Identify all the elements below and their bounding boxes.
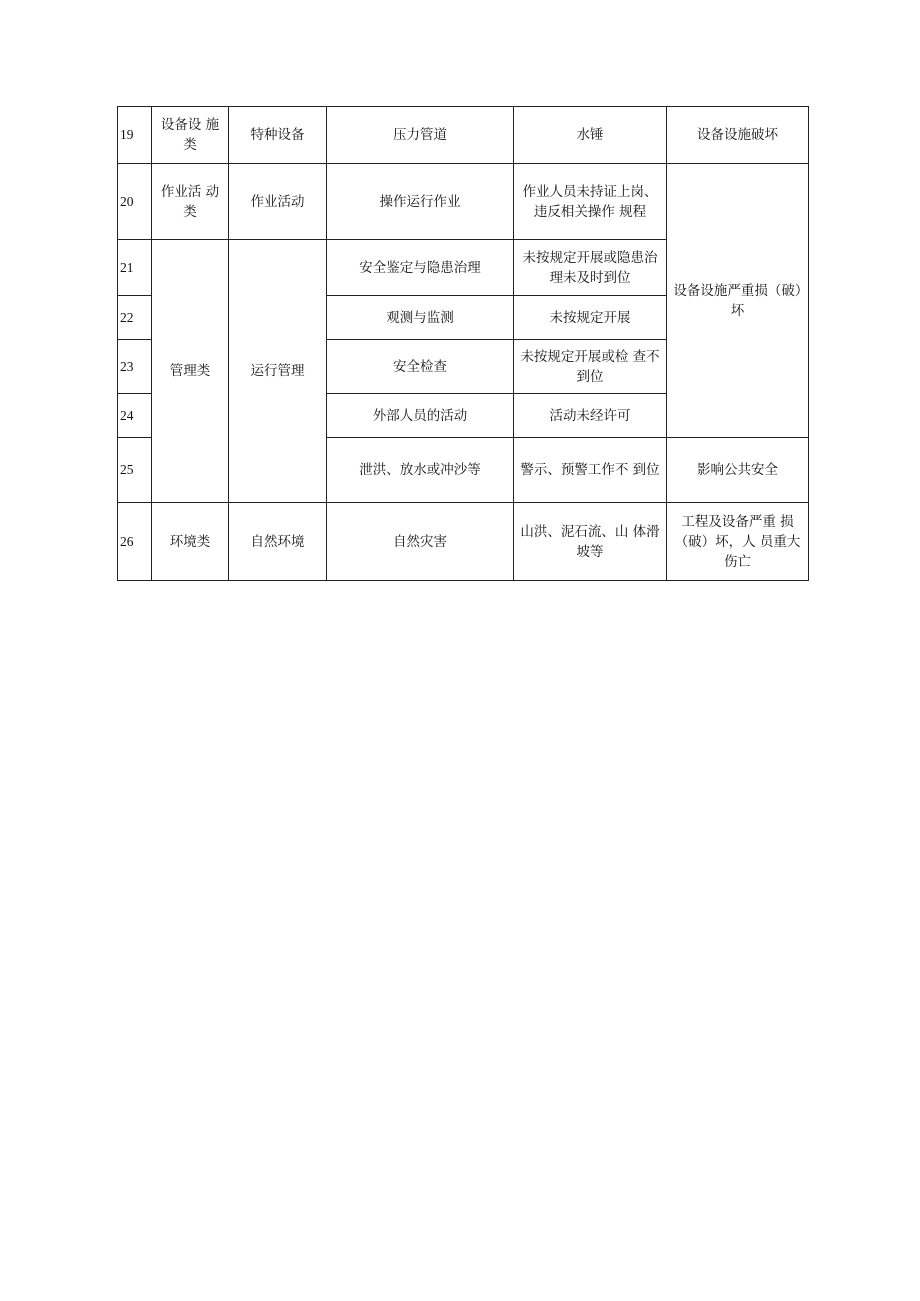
- row-number: 19: [118, 107, 152, 164]
- category-cell: 环境类: [152, 503, 229, 581]
- category-cell: 设备设 施类: [152, 107, 229, 164]
- result-cell: 影响公共安全: [667, 438, 809, 503]
- row-number: 23: [118, 340, 152, 394]
- subcategory-cell: 自然环境: [229, 503, 327, 581]
- row-number: 24: [118, 394, 152, 438]
- hazard-cell: 未按规定开展: [514, 296, 667, 340]
- activity-cell: 安全检查: [327, 340, 514, 394]
- hazard-cell: 未按规定开展或隐患治理未及时到位: [514, 240, 667, 296]
- hazard-cell: 山洪、泥石流、山 体滑坡等: [514, 503, 667, 581]
- activity-cell: 自然灾害: [327, 503, 514, 581]
- activity-cell: 观测与监测: [327, 296, 514, 340]
- activity-cell: 安全鉴定与隐患治理: [327, 240, 514, 296]
- category-cell: 作业活 动类: [152, 164, 229, 240]
- activity-cell: 外部人员的活动: [327, 394, 514, 438]
- result-cell: 工程及设备严重 损（破）坏，人 员重大伤亡: [667, 503, 809, 581]
- result-cell: 设备设施严重损（破）坏: [667, 164, 809, 438]
- result-cell: 设备设施破坏: [667, 107, 809, 164]
- subcategory-cell: 特种设备: [229, 107, 327, 164]
- row-number: 26: [118, 503, 152, 581]
- row-number: 22: [118, 296, 152, 340]
- activity-cell: 压力管道: [327, 107, 514, 164]
- activity-cell: 操作运行作业: [327, 164, 514, 240]
- hazard-cell: 水锤: [514, 107, 667, 164]
- row-number: 25: [118, 438, 152, 503]
- table-row: [118, 503, 809, 581]
- subcategory-cell: 作业活动: [229, 164, 327, 240]
- table-row: [118, 107, 809, 164]
- subcategory-cell: 运行管理: [229, 240, 327, 503]
- hazard-cell: 警示、预警工作不 到位: [514, 438, 667, 503]
- row-number: 20: [118, 164, 152, 240]
- hazard-cell: 未按规定开展或检 查不到位: [514, 340, 667, 394]
- category-cell: 管理类: [152, 240, 229, 503]
- table-row: [118, 164, 809, 240]
- activity-cell: 泄洪、放水或冲沙等: [327, 438, 514, 503]
- hazard-cell: 作业人员未持证上岗、违反相关操作 规程: [514, 164, 667, 240]
- hazard-cell: 活动未经许可: [514, 394, 667, 438]
- hazard-table: [117, 106, 809, 581]
- row-number: 21: [118, 240, 152, 296]
